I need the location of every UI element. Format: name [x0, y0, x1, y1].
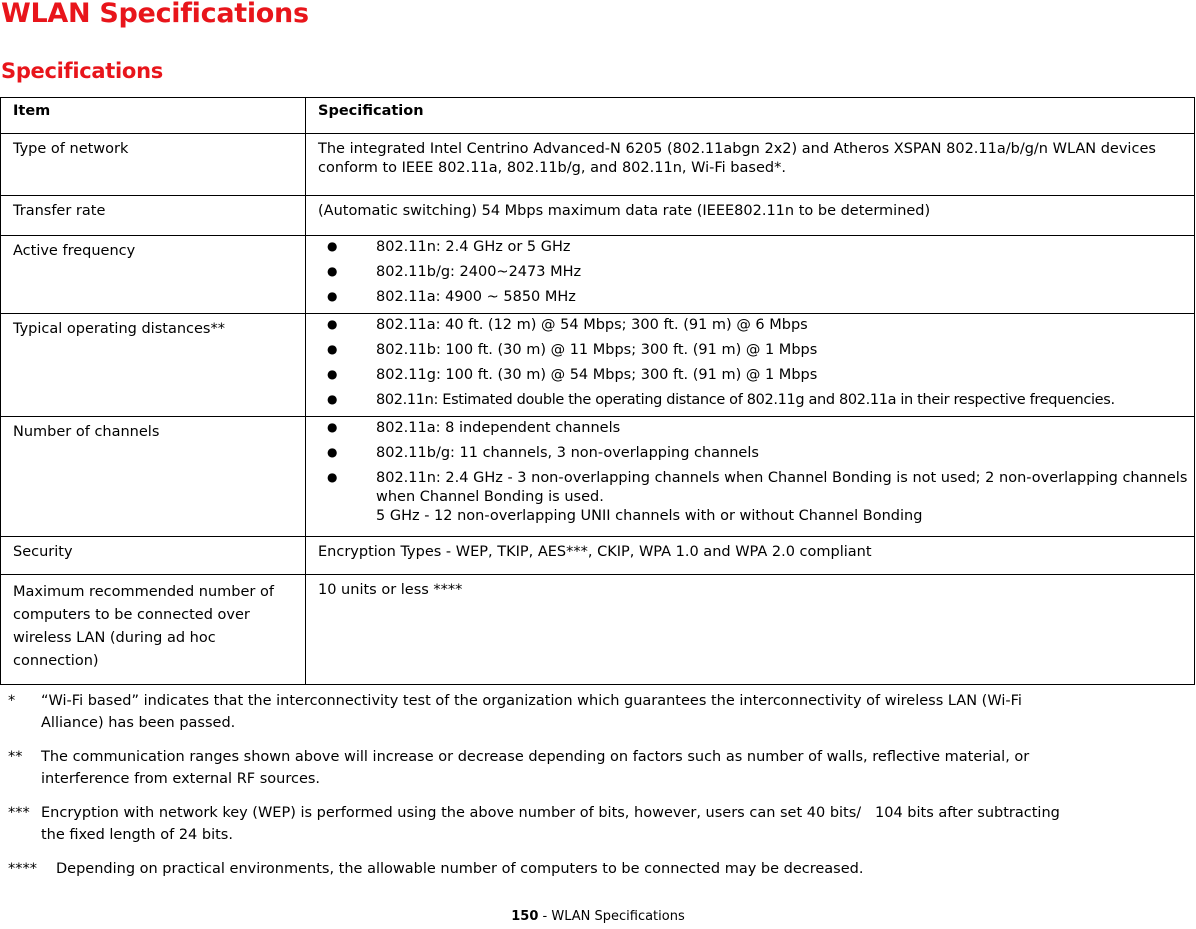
footnote-marker: **	[8, 749, 23, 765]
footnotes	[8, 690, 1088, 892]
spec-cell: The integrated Intel Centrino Advanced-N 6205 (802.11abgn 2x2) and Atheros XSPAN 802.11a/b/g/n WLAN devices conform to IEEE 802.11a, 802.11b/g, and 802.11n, Wi-Fi based*.	[306, 134, 1195, 196]
footnote	[8, 690, 1088, 734]
page-number: 150	[511, 909, 539, 924]
spec-cell: Encryption Types - WEP, TKIP, AES***, CKIP, WPA 1.0 and WPA 2.0 compliant	[306, 537, 1195, 575]
table-row	[1, 575, 1195, 685]
footnote-marker: ***	[8, 805, 30, 821]
item-cell: Typical operating distances**	[1, 314, 306, 417]
page-title: WLAN Specifications	[1, 0, 309, 29]
footnote-text: “Wi-Fi based” indicates that the interconnectivity test of the organization which guarantees the interconnectivity of wireless LAN (Wi-Fi Alliance) has been passed.	[41, 693, 1022, 731]
footnote	[8, 746, 1088, 790]
table-row	[1, 196, 1195, 236]
spec-cell: 10 units or less ****	[306, 575, 1195, 685]
item-cell: Type of network	[1, 134, 306, 196]
bullet-list	[318, 419, 1194, 526]
table-row	[1, 417, 1195, 537]
list-item: ● 802.11b/g: 2400~2473 MHz	[318, 263, 1194, 282]
footnote-marker: *	[8, 693, 16, 709]
list-item: ● 802.11b/g: 11 channels, 3 non-overlapping channels	[318, 444, 1194, 463]
footnote-text: The communication ranges shown above will increase or decrease depending on factors such as number of walls, reflective material, or interference from external RF sources.	[41, 749, 1030, 787]
spec-cell	[306, 417, 1195, 537]
list-item: ● 802.11n: Estimated double the operating distance of 802.11g and 802.11a in their respective frequencies.	[318, 391, 1194, 410]
item-cell: Number of channels	[1, 417, 306, 537]
footer-section: - WLAN Specifications	[538, 909, 685, 924]
footnote-text: Encryption with network key (WEP) is performed using the above number of bits, however, users can set 40 bits/ 104 bits after subtracting the fixed length of 24 bits.	[41, 805, 1065, 843]
spec-cell: (Automatic switching) 54 Mbps maximum data rate (IEEE802.11n to be determined)	[306, 196, 1195, 236]
list-item: ● 802.11n: 2.4 GHz or 5 GHz	[318, 238, 1194, 257]
list-item	[318, 469, 1194, 526]
item-cell: Transfer rate	[1, 196, 306, 236]
table-row	[1, 537, 1195, 575]
table-row	[1, 236, 1195, 314]
table-row	[1, 314, 1195, 417]
table-row	[1, 134, 1195, 196]
footnote	[8, 858, 1088, 880]
item-cell: Security	[1, 537, 306, 575]
list-item: ● 802.11g: 100 ft. (30 m) @ 54 Mbps; 300 ft. (91 m) @ 1 Mbps	[318, 366, 1194, 385]
spec-cell	[306, 314, 1195, 417]
bullet-list	[318, 238, 1194, 307]
section-heading: Specifications	[1, 59, 163, 83]
table-header-row	[1, 98, 1195, 134]
item-cell: Active frequency	[1, 236, 306, 314]
list-item: ● 802.11a: 40 ft. (12 m) @ 54 Mbps; 300 ft. (91 m) @ 6 Mbps	[318, 316, 1194, 335]
spec-cell	[306, 236, 1195, 314]
footnote-marker: ****	[8, 861, 37, 877]
list-item: ● 802.11b: 100 ft. (30 m) @ 11 Mbps; 300 ft. (91 m) @ 1 Mbps	[318, 341, 1194, 360]
footnote	[8, 802, 1088, 846]
footnote-text: Depending on practical environments, the allowable number of computers to be connected may be decreased.	[56, 861, 864, 877]
bullet-list	[318, 316, 1194, 410]
spec-table	[0, 97, 1195, 685]
list-item-text: 802.11n: 2.4 GHz - 3 non-overlapping channels when Channel Bonding is not used; 2 non-overlapping channels when Channel Bonding is used.	[376, 470, 1188, 505]
list-item-continuation: 5 GHz - 12 non-overlapping UNII channels with or without Channel Bonding	[376, 508, 923, 524]
list-item: ● 802.11a: 8 independent channels	[318, 419, 1194, 438]
header-specification: Specification	[306, 98, 1195, 134]
page-footer	[0, 909, 1196, 924]
list-item: ● 802.11a: 4900 ~ 5850 MHz	[318, 288, 1194, 307]
item-cell: Maximum recommended number of computers to be connected over wireless LAN (during ad hoc connection)	[1, 575, 306, 685]
header-item: Item	[1, 98, 306, 134]
